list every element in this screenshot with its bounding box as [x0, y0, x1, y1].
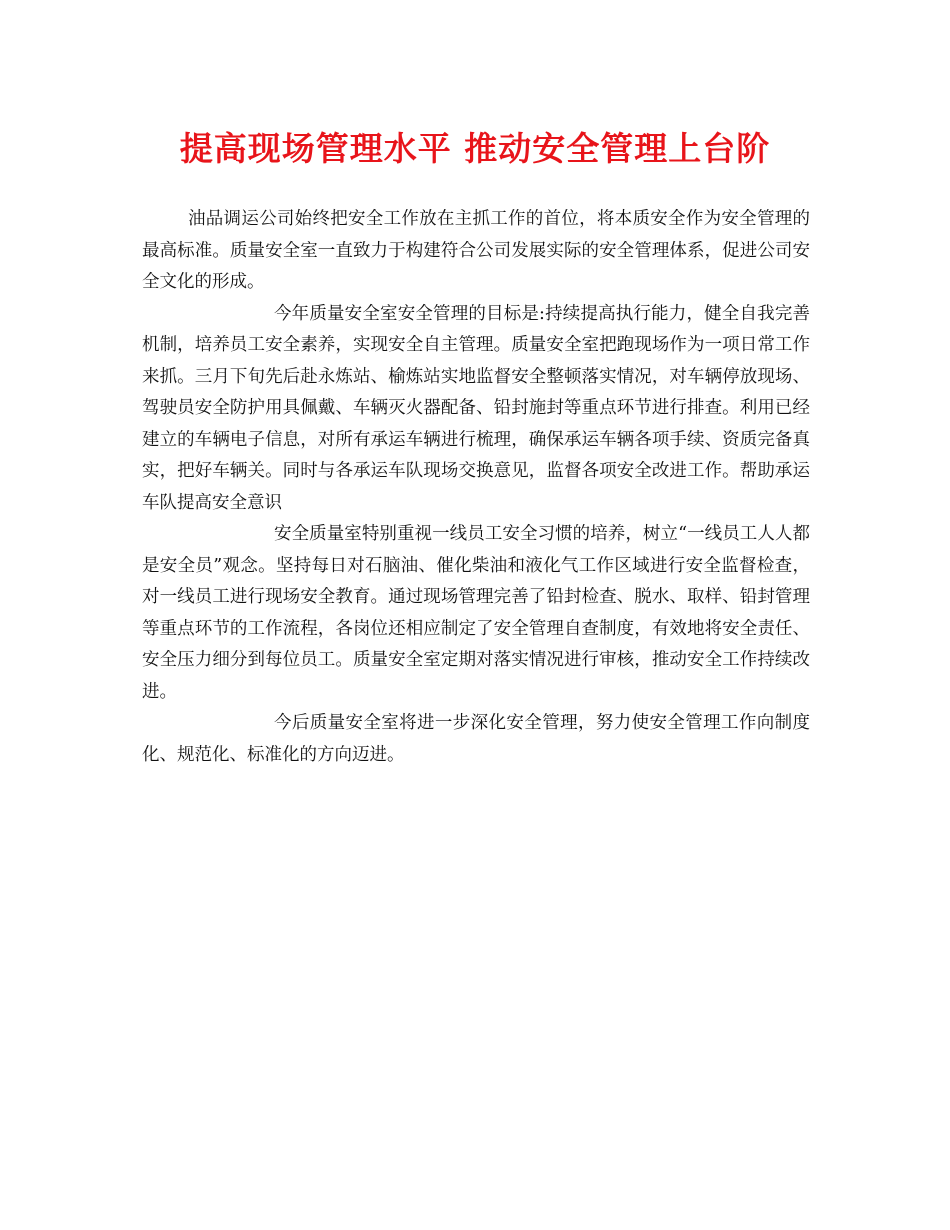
paragraph-frontline: 安全质量室特别重视一线员工安全习惯的培养，树立“一线员工人人都是安全员”观念。坚持每日对石脑油、催化柴油和液化气工作区域进行安全监督检查，对一线员工进行现场安全教育。通过现场管理完善了铅封检查、脱水、取样、铅封管理等重点环节的工作流程，各岗位还相应制定了安全管理自查制度，有效地将安全责任、安全压力细分到每位员工。质量安全室定期对落实情况进行审核，推动安全工作持续改进。: [142, 524, 810, 702]
paragraph-future: 今后质量安全室将进一步深化安全管理，努力使安全管理工作向制度化、规范化、标准化的方向迈进。: [142, 713, 810, 765]
document-body: [142, 204, 810, 771]
paragraph-goals: 今年质量安全室安全管理的目标是:持续提高执行能力，健全自我完善机制，培养员工安全素养，实现安全自主管理。质量安全室把跑现场作为一项日常工作来抓。三月下旬先后赴永炼站、榆炼站实地监督安全整顿落实情况，对车辆停放现场、驾驶员安全防护用具佩戴、车辆灭火器配备、铅封施封等重点环节进行排查。利用已经建立的车辆电子信息，对所有承运车辆进行梳理，确保承运车辆各项手续、资质完备真实，把好车辆关。同时与各承运车队现场交换意见，监督各项安全改进工作。帮助承运车队提高安全意识: [142, 303, 810, 513]
paragraph-intro: 油品调运公司始终把安全工作放在主抓工作的首位，将本质安全作为安全管理的最高标准。质量安全室一直致力于构建符合公司发展实际的安全管理体系，促进公司安全文化的形成。: [142, 209, 810, 292]
document-title: 提高现场管理水平 推动安全管理上台阶: [179, 129, 771, 168]
